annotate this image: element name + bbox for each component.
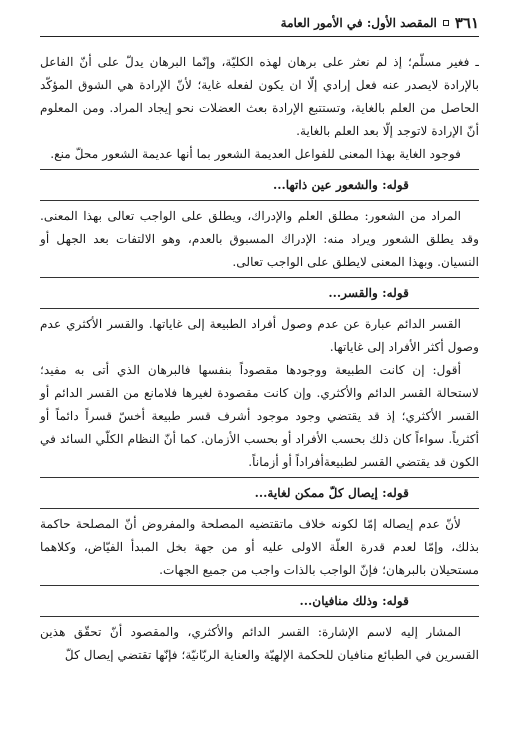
divider: [40, 508, 479, 509]
page-number: ٣٦١: [454, 14, 479, 32]
divider: [40, 169, 479, 170]
divider: [40, 616, 479, 617]
header-running-title: [281, 14, 479, 32]
paragraph: أقول: إن كانت الطبيعة ووجودها مقصوداً بنفسها فالبرهان الذي أتى به مفيد؛ لاستحالة القسر الدائم والأكثري. وإن كانت مقصودة لغيرها فلامانع من القسر الدائم أو القسر الأكثري؛ إذ قد يقتضي وجود موجود أشرف قسر طبيعة أخسّ قسراً دائماً أو أكثرياً. سواءاً كان ذلك بحسب الأفراد أو بحسب الأزمان. كما أنّ النظام الكلّي السائد في الكون قد يقتضي القسر لطبيعةأفراداً أو أزماناً.: [40, 363, 479, 469]
quote-heading: قوله: والقسر...: [328, 286, 409, 300]
paragraph: المراد من الشعور: مطلق العلم والإدراك، ويطلق على الواجب تعالى بهذا المعنى. وقد يطلق الشعور ويراد منه: الإدراك المسبوق بالعدم، وهو الالتفات بعد الجهل أو النسيان. وبهذا المعنى لايطلق على الواجب تعالى.: [40, 209, 479, 269]
divider: [40, 200, 479, 201]
quote-heading: قوله: وذلك منافيان...: [299, 594, 409, 608]
running-title-text: المقصد الأول: في الأمور العامة: [280, 16, 437, 30]
divider: [40, 308, 479, 309]
paragraph: فوجود الغاية بهذا المعنى للفواعل العديمة الشعور بما أنها عديمة الشعور محلّ منع.: [50, 147, 461, 161]
page-body: [40, 51, 479, 667]
running-header: [40, 14, 479, 37]
paragraph: لأنّ عدم إيصاله إمّا لكونه خلاف ماتقتضيه المصلحة والمفروض أنّ المصلحة حاكمة بذلك، وإمّا لعدم قدرة العلّة الاولى عليه أو من جهة بخل المبدأ الفيّاض، وكلاهما مستحيلان بالبرهان؛ فإنّ الواجب بالذات واجب من جميع الجهات.: [40, 517, 479, 577]
divider: [40, 477, 479, 478]
divider: [40, 277, 479, 278]
paragraph: القسر الدائم عبارة عن عدم وصول أفراد الطبيعة إلى غاياتها. والقسر الأكثري عدم وصول أكثر الأفراد إلى غاياتها.: [40, 317, 479, 354]
quote-heading: قوله: إيصال كلّ ممكن لغاية...: [254, 486, 409, 500]
paragraph: المشار إليه لاسم الإشارة: القسر الدائم والأكثري، والمقصود أنّ تحقّق هذين القسرين في الطبائع منافيان للحكمة الإلهيّة والعناية الربّانيّة؛ فإنّها تقتضي إيصال كلّ: [40, 625, 479, 662]
square-separator-icon: [443, 20, 449, 26]
quote-heading: قوله: والشعور عين ذاتها...: [272, 178, 409, 192]
paragraph: ـ فغير مسلّم؛ إذ لم نعثر على برهان لهذه الكليّة، وإنّما البرهان يدلّ على أنّ الفاعل بالإرادة لايصدر عنه فعل إرادي إلّا ان يكون لفعله غاية؛ لأنّ الإرادة هي الشوق المؤكّد الحاصل من العلم بالغاية، وتستتبع الإرادة بعث العضلات نحو إيجاد المراد. ومن المعلوم أنّ الإرادة لاتوجد إلّا بعد العلم بالغاية.: [40, 55, 479, 138]
divider: [40, 585, 479, 586]
